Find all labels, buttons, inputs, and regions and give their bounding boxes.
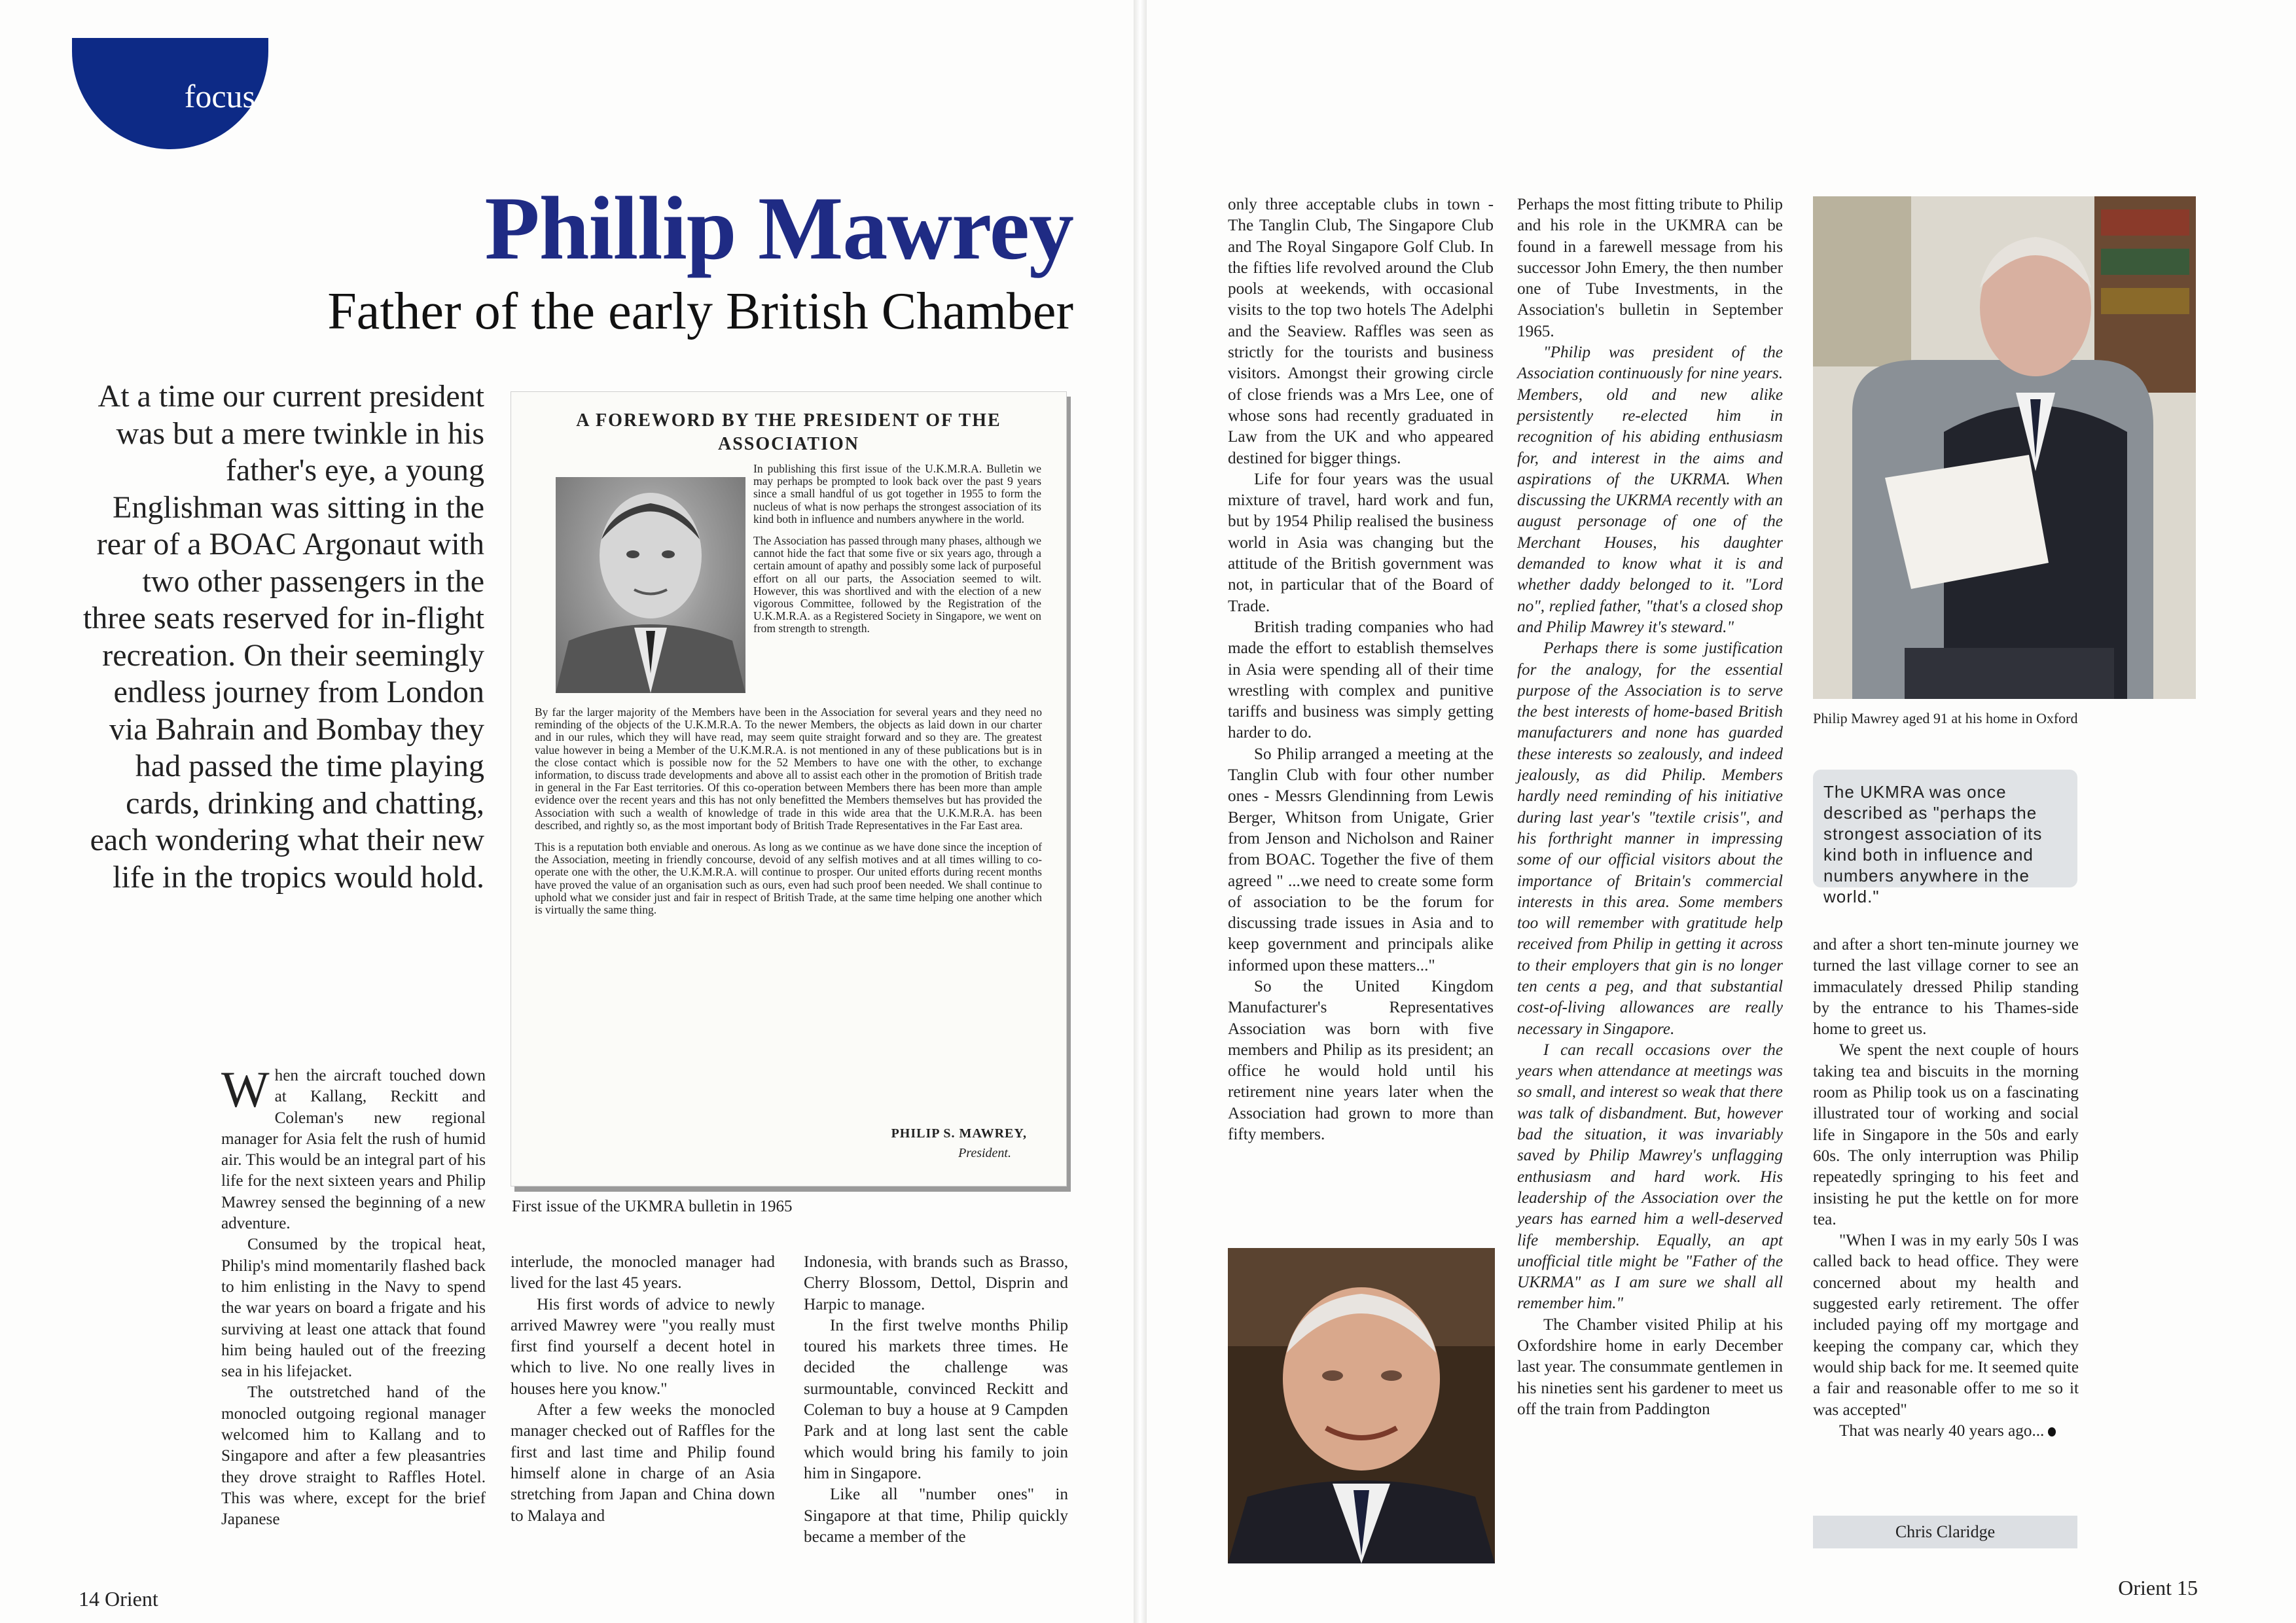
body-paragraph: After a few weeks the monocled manager checked out of Raffles for the first and last time and Philip found himself alone in charge of an Asia stretching from Japan and China down to Malaya and <box>511 1401 775 1525</box>
body-paragraph: When the aircraft touched down at Kallang, Reckitt and Coleman's new regional manager for Asia felt the rush of humid air. This would be an integral part of his life for the next sixteen years and Philip Mawrey sensed the beginning of a new adventure. <box>221 1061 486 1233</box>
body-column-5 <box>1517 194 1783 1420</box>
body-column-2 <box>511 1252 775 1527</box>
body-paragraph: British trading companies who had made the effort to establish themselves in Asia were spending all of their time wrestling with complex and punitive tariffs and business was simply getting harder to do. <box>1228 618 1494 742</box>
body-paragraph: Like all "number ones" in Singapore at that time, Philip quickly became a member of the <box>804 1486 1068 1546</box>
article-intro: At a time our current president was but a mere twinkle in his father's eye, a young Englishman was sitting in the rear of a BOAC Argonaut with two other passengers in the three seats reserved for in-flight recreation. On their seemingly endless journey from London via Bahrain and Bombay they had passed the time playing cards, drinking and chatting, each wondering what their new life in the tropics would hold. <box>82 379 484 895</box>
end-of-article-icon <box>2048 1427 2056 1436</box>
photo-caption-oxford: Philip Mawrey aged 91 at his home in Oxford <box>1813 710 2078 726</box>
foreword-signature: PHILIP S. MAWREY, <box>891 1126 1027 1141</box>
author-byline: Chris Claridge <box>1813 1516 2077 1548</box>
foreword-text-bottom <box>535 706 1042 925</box>
article-subtitle: Father of the early British Chamber <box>327 283 1073 340</box>
body-quote-paragraph: "Philip was president of the Association continuously for nine years. Members, old and new alike persistently re-elected him in recognition of his abiding enthusiasm for, and interest in the aims and aspirations of the UKRMA. When discussing the UKRMA recently with an august personage of one of the Merchant Houses, his daughter demanded to know what it is and whether daddy belonged to it. "Lord no", replied father, "that's a closed shop and Philip Mawrey it's steward." <box>1517 344 1783 636</box>
foreword-caption: First issue of the UKMRA bulletin in 1965 <box>512 1198 793 1215</box>
foreword-text-top <box>753 463 1041 645</box>
body-paragraph: In the first twelve months Philip toured his markets three times. He decided the challenge was surmountable, convinced Reckitt and Coleman to buy a house at 9 Campden Park and at long last sent the cable which would bring his family to join him in Singapore. <box>804 1316 1068 1482</box>
foreword-paragraph: By far the larger majority of the Members have been in the Association for several years and they need no reminding of the objects of the U.K.M.R.A. To the newer Members, the objects as laid down in our charter and in our rules, which they will have read, may seem quite straight forward and so they are. The greatest value however in being a Member of the U.K.M.R.A. is not mentioned in any of these publications but is in the close contact which is possible now for the 52 Members to have one with the other, to exchange information, to discuss trade developments and above all to assist each other in the promotion of British trade in general in the Far East territories. Of this co-operation between Members there has been more than ample evidence over the recent years and this has not only benefitted the Members themselves but has provided the Association with such a wealth of knowledge of trade in this wide area that the U.K.M.R.A. has been described, and rightly so, as the most important body of British Trade Representatives in the Far East area. <box>535 705 1042 832</box>
page-number-right: Orient 15 <box>2118 1576 2198 1599</box>
portrait-photo-reading <box>1813 196 2196 699</box>
body-column-6 <box>1813 935 2079 1442</box>
article-title: Phillip Mawrey <box>484 178 1073 278</box>
pull-quote: The UKMRA was once described as "perhaps the strongest association of its kind both in influence and numbers anywhere in the world." <box>1813 770 2077 887</box>
portrait-photo-smiling <box>1228 1248 1495 1563</box>
foreword-heading: A FOREWORD BY THE PRESIDENT OF THE ASSOCIATION <box>576 410 1001 454</box>
body-paragraph: So Philip arranged a meeting at the Tanglin Club with four other number ones - Messrs Glendinning from Lewis Berger, Whitson from Unigate, Grier from Jenson and Nicholson and Rainer from BOAC. Together the five of them agreed " ...we need to create some form of association to be the forum for discussing trade issues in Asia and to keep government and principals alike informed upon these matters..." <box>1228 745 1494 974</box>
body-paragraph: Indonesia, with brands such as Brasso, Cherry Blossom, Dettol, Disprin and Harpic to manage. <box>804 1253 1068 1313</box>
body-paragraph: Consumed by the tropical heat, Philip's mind momentarily flashed back to him enlisting in the Navy to spend the war years on board a frigate and his surviving at least one attack that found him being hauled out of the freezing sea in his lifejacket. <box>221 1236 486 1381</box>
body-quote-paragraph: Perhaps there is some justification for the analogy, for the essential purpose of the Association is to serve the best interests of home-based British manufacturers and none has guarded these interests so zealously, and indeed jealously, as did Philip. Members hardly need reminding of his initiative during last year's "textile crisis", and his forthright manner in impressing some of our official visitors about the importance of Britain's commercial interests in this area. Some members too will remember with gratitude help received from Philip in getting it across to their employers that gin is no longer ten cents a peg, and that substantial cost-of-living allowances are really necessary in Singapore. <box>1517 639 1783 1038</box>
page-number-left: 14 Orient <box>79 1587 158 1611</box>
body-paragraph: That was nearly 40 years ago... <box>1813 1421 2079 1442</box>
body-paragraph: So the United Kingdom Manufacturer's Representatives Association was born with five members and Philip as its president; an office he would hold until his retirement nine years later when the Association had grown to more than fifty members. <box>1228 977 1494 1144</box>
body-paragraph: "When I was in my early 50s I was called back to head office. They were concerned about my health and suggested early retirement. The offer included paying off my mortgage and keeping the company car, which they would ship back for me. It seemed quite a fair and reasonable offer to me so it was accepted" <box>1813 1232 2079 1419</box>
foreword-paragraph: This is a reputation both enviable and onerous. As long as we continue as we have done since the inception of the Association, meeting in friendly concourse, devoid of any selfish motives and at all times willing to co-operate one with the other, the U.K.M.R.A. will continue to prosper. Our united efforts during recent months have proved the value of an organisation such as ours, even had such proof been needed. We shall continue to uphold what we consider just and fair in respect of British Trade, at the same time helping one another which is virtually the same thing. <box>535 840 1042 917</box>
body-quote-paragraph: I can recall occasions over the years when attendance at meetings was so small, and interest so weak that there was talk of disbandment. But, however bad the situation, it was invariably saved by Philip Mawrey's unflagging enthusiasm and hard work. His leadership of the Association over the years has earned him a well-deserved life membership. Equally, an apt unofficial title might be "Father of the UKRMA" as I am sure we shall all remember him." <box>1517 1041 1783 1313</box>
page-gutter <box>1134 0 1147 1623</box>
section-tab-label: focus <box>184 78 255 115</box>
body-paragraph: His first words of advice to newly arrived Mawrey were "you really must first find yourself a decent hotel in which to live. No one really lives in houses here you know." <box>511 1295 775 1398</box>
body-column-1 <box>221 1061 486 1531</box>
body-paragraph: The Chamber visited Philip at his Oxfordshire home in early December last year. The consummate gentlemen in his nineties sent his gardener to meet us off the train from Paddington <box>1517 1315 1783 1418</box>
body-paragraph: Life for four years was the usual mixture of travel, hard work and fun, but by 1954 Philip realised the business world in Asia was changing but the attitude of the British government was not, in particular that of the Board of Trade. <box>1228 470 1494 615</box>
drop-cap: W <box>221 1061 270 1118</box>
body-paragraph: and after a short ten-minute journey we turned the last village corner to see an immaculately dressed Philip standing by the entrance to his Thames-side home to greet us. <box>1813 936 2079 1039</box>
foreword-signature-title: President. <box>958 1146 1011 1160</box>
body-paragraph: We spent the next couple of hours taking tea and biscuits in the morning room as Philip took us on a fascinating illustrated tour of working and social life in Singapore in the 50s and early 60s. The only interruption was Philip repeatedly springing to his feet and insisting he put the kettle on for more tea. <box>1813 1041 2079 1228</box>
body-paragraph: The outstretched hand of the monocled outgoing regional manager welcomed him to Kallang and to Singapore and after a few pleasantries they drove straight to Raffles Hotel. This was where, except for the brief Japanese <box>221 1383 486 1529</box>
body-paragraph: Perhaps the most fitting tribute to Philip and his role in the UKMRA can be found in a farewell message from his successor John Emery, the then number one of Tube Investments, in the Association's bulletin in September 1965. <box>1517 196 1783 340</box>
foreword-portrait-photo <box>556 477 745 693</box>
body-column-3 <box>804 1252 1068 1548</box>
body-paragraph: interlude, the monocled manager had lived for the last 45 years. <box>511 1253 775 1293</box>
foreword-paragraph: The Association has passed through many phases, although we cannot hide the fact that some five or six years ago, through a certain amount of apathy and possibly some lack of purposeful effort on all our parts, the Association seemed to wilt. However, this was shortlived and with the election of a new vigorous Committee, followed by the Registration of the U.K.M.R.A. as a Registered Society in Singapore, we went on from strength to strength. <box>753 534 1041 635</box>
body-paragraph: only three acceptable clubs in town - The Tanglin Club, The Singapore Club and The Royal Singapore Golf Club. In the fifties life revolved around the Club pools at weekends, with occasional visits to the top two hotels The Adelphi and the Seaview. Raffles was seen as strictly for the tourists and business visitors. Amongst their growing circle of close friends was a Mrs Lee, one of whose sons had recently graduated in Law from the UK and who appeared destined for bigger things. <box>1228 196 1494 467</box>
foreword-clipping <box>511 391 1067 1186</box>
body-column-4 <box>1228 194 1494 1145</box>
foreword-paragraph: In publishing this first issue of the U.K.M.R.A. Bulletin we may perhaps be prompted to look back over the past 9 years since a small handful of us got together in 1955 to form the nucleus of what is now perhaps the strongest association of its kind both in influence and numbers anywhere in the world. <box>753 462 1041 526</box>
